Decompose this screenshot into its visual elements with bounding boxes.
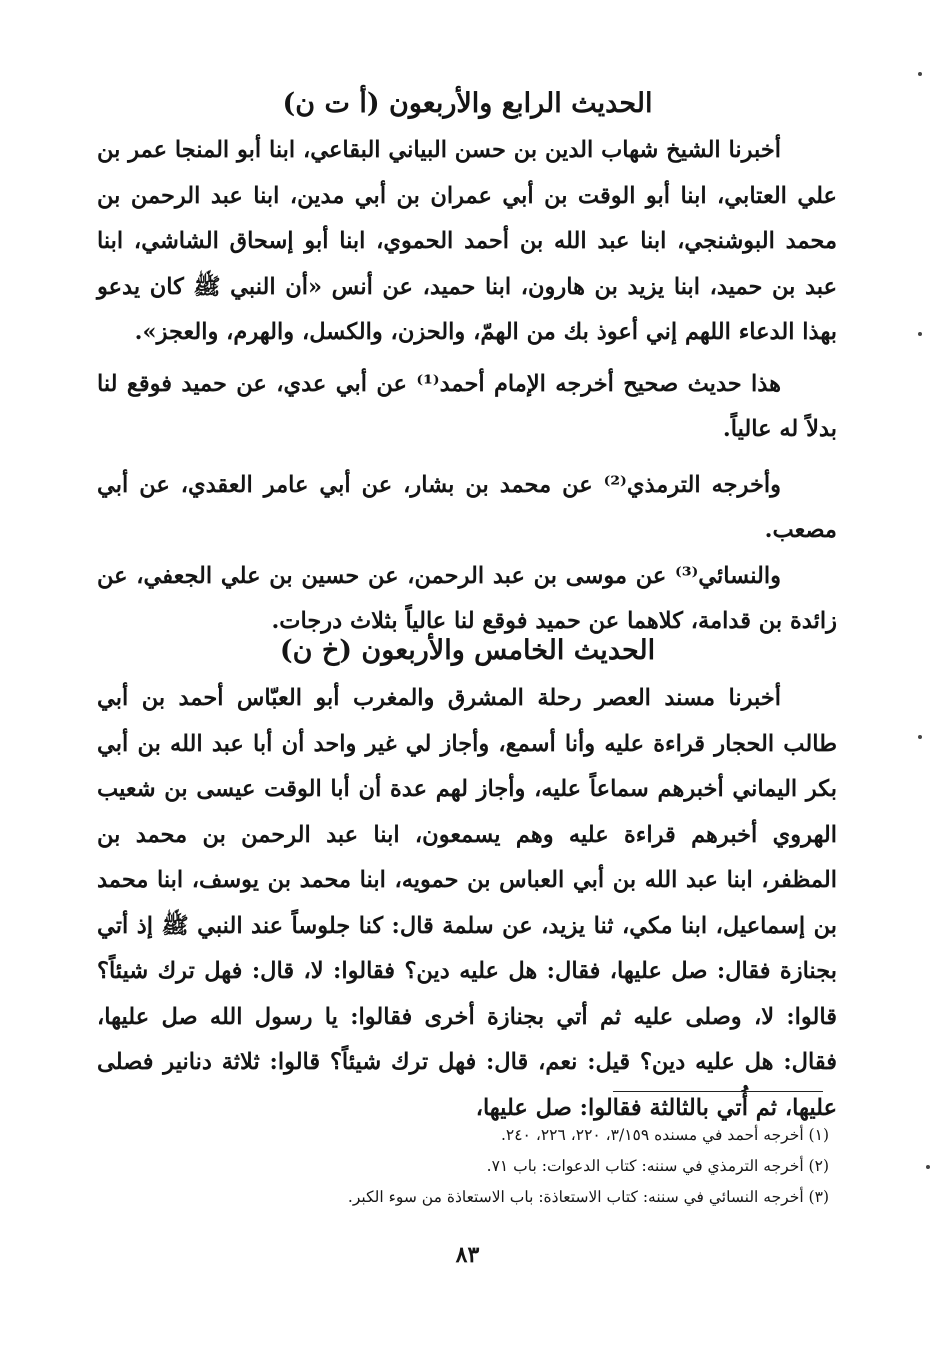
- margin-dot: [918, 332, 922, 336]
- hadith-44-body: [97, 128, 837, 645]
- footnote-3: (٣) أخرجه النسائي في سننه: كتاب الاستعاذة: باب الاستعاذة من سوء الكبر.: [347, 1188, 829, 1206]
- margin-dot: [926, 1165, 930, 1169]
- footnote-1: (١) أخرجه أحمد في مسنده ٣/١٥٩، ٢٢٠، ٢٢٦، ٢٤٠.: [500, 1126, 829, 1144]
- footnotes: [99, 1120, 829, 1213]
- hadith-45-heading: الحديث الخامس والأربعون (خ ن): [279, 635, 656, 666]
- page-number: ٨٣: [455, 1242, 480, 1268]
- takhrij-nasai-paragraph: والنسائي⁽³⁾ عن موسى بن عبد الرحمن، عن حسين بن علي الجعفي، عن زائدة بن قدامة، كلاهما عن حميد فوقع لنا عالياً بثلاث درجات.: [97, 562, 837, 634]
- hadith-44-heading: الحديث الرابع والأربعون (أ ت ن): [282, 88, 653, 119]
- footnote-2: (٢) أخرجه الترمذي في سننه: كتاب الدعوات: باب ٧١.: [486, 1157, 829, 1175]
- hadith-45-body: [97, 676, 837, 1131]
- footnote-separator: [613, 1091, 823, 1092]
- takhrij-ahmad-paragraph: هذا حديث صحيح أخرجه الإمام أحمد⁽¹⁾ عن أبي عدي، عن حميد فوقع لنا بدلاً له عالياً.: [97, 370, 837, 442]
- margin-dot: [918, 735, 922, 739]
- margin-dot: [918, 72, 922, 76]
- isnad-paragraph: أخبرنا مسند العصر رحلة المشرق والمغرب أبو العبّاس أحمد بن أبي طالب الحجار قراءة عليه وأنا أسمع، وأجاز لي غير واحد أن أبا عبد الله بن أبي بكر اليماني أخبرهم سماعاً عليه، وأجاز لهم عدة أن أبا الوقت عيسى بن شعيب الهروي أخبرهم قراءة عليه وهم يسمعون، ابنا عبد الرحمن بن محمد بن المظفر، ابنا عبد الله بن أبي العباس بن حمويه، ابنا محمد بن يوسف، ابنا محمد بن إسماعيل، ابنا مكي، ثنا يزيد، عن سلمة قال: كنا جلوساً عند النبي ﷺ إذ أتي بجنازة فقال: صل عليها، فقال: هل عليه دين؟ فقالوا: لا، قال: فهل ترك شيئاً؟ قالوا: لا، وصلى عليه ثم أتي بجنازة أخرى فقالوا: يا رسول الله صل عليها، فقال: هل عليه دين؟ قيل: نعم، قال: فهل ترك شيئاً؟ قالوا: ثلاثة دنانير فصلى عليها، ثم أُتي بالثالثة فقالوا: صل عليها،: [97, 685, 837, 1121]
- isnad-paragraph: أخبرنا الشيخ شهاب الدين بن حسن البياني البقاعي، ابنا أبو المنجا عمر بن علي العتابي، ابنا أبو الوقت بن أبي عمران بن أبي مدين، ابنا عبد الرحمن بن محمد البوشنجي، ابنا عبد الله بن أحمد الحموي، ابنا أبو إسحاق الشاشي، ابنا عبد بن حميد، ابنا يزيد بن هارون، ابنا حميد، عن أنس «أن النبي ﷺ كان يدعو بهذا الدعاء اللهم إني أعوذ بك من الهمّ، والحزن، والكسل، والهرم، والعجز».: [97, 137, 837, 345]
- takhrij-tirmidhi-paragraph: وأخرجه الترمذي⁽²⁾ عن محمد بن بشار، عن أبي عامر العقدي، عن أبي مصعب.: [97, 471, 837, 543]
